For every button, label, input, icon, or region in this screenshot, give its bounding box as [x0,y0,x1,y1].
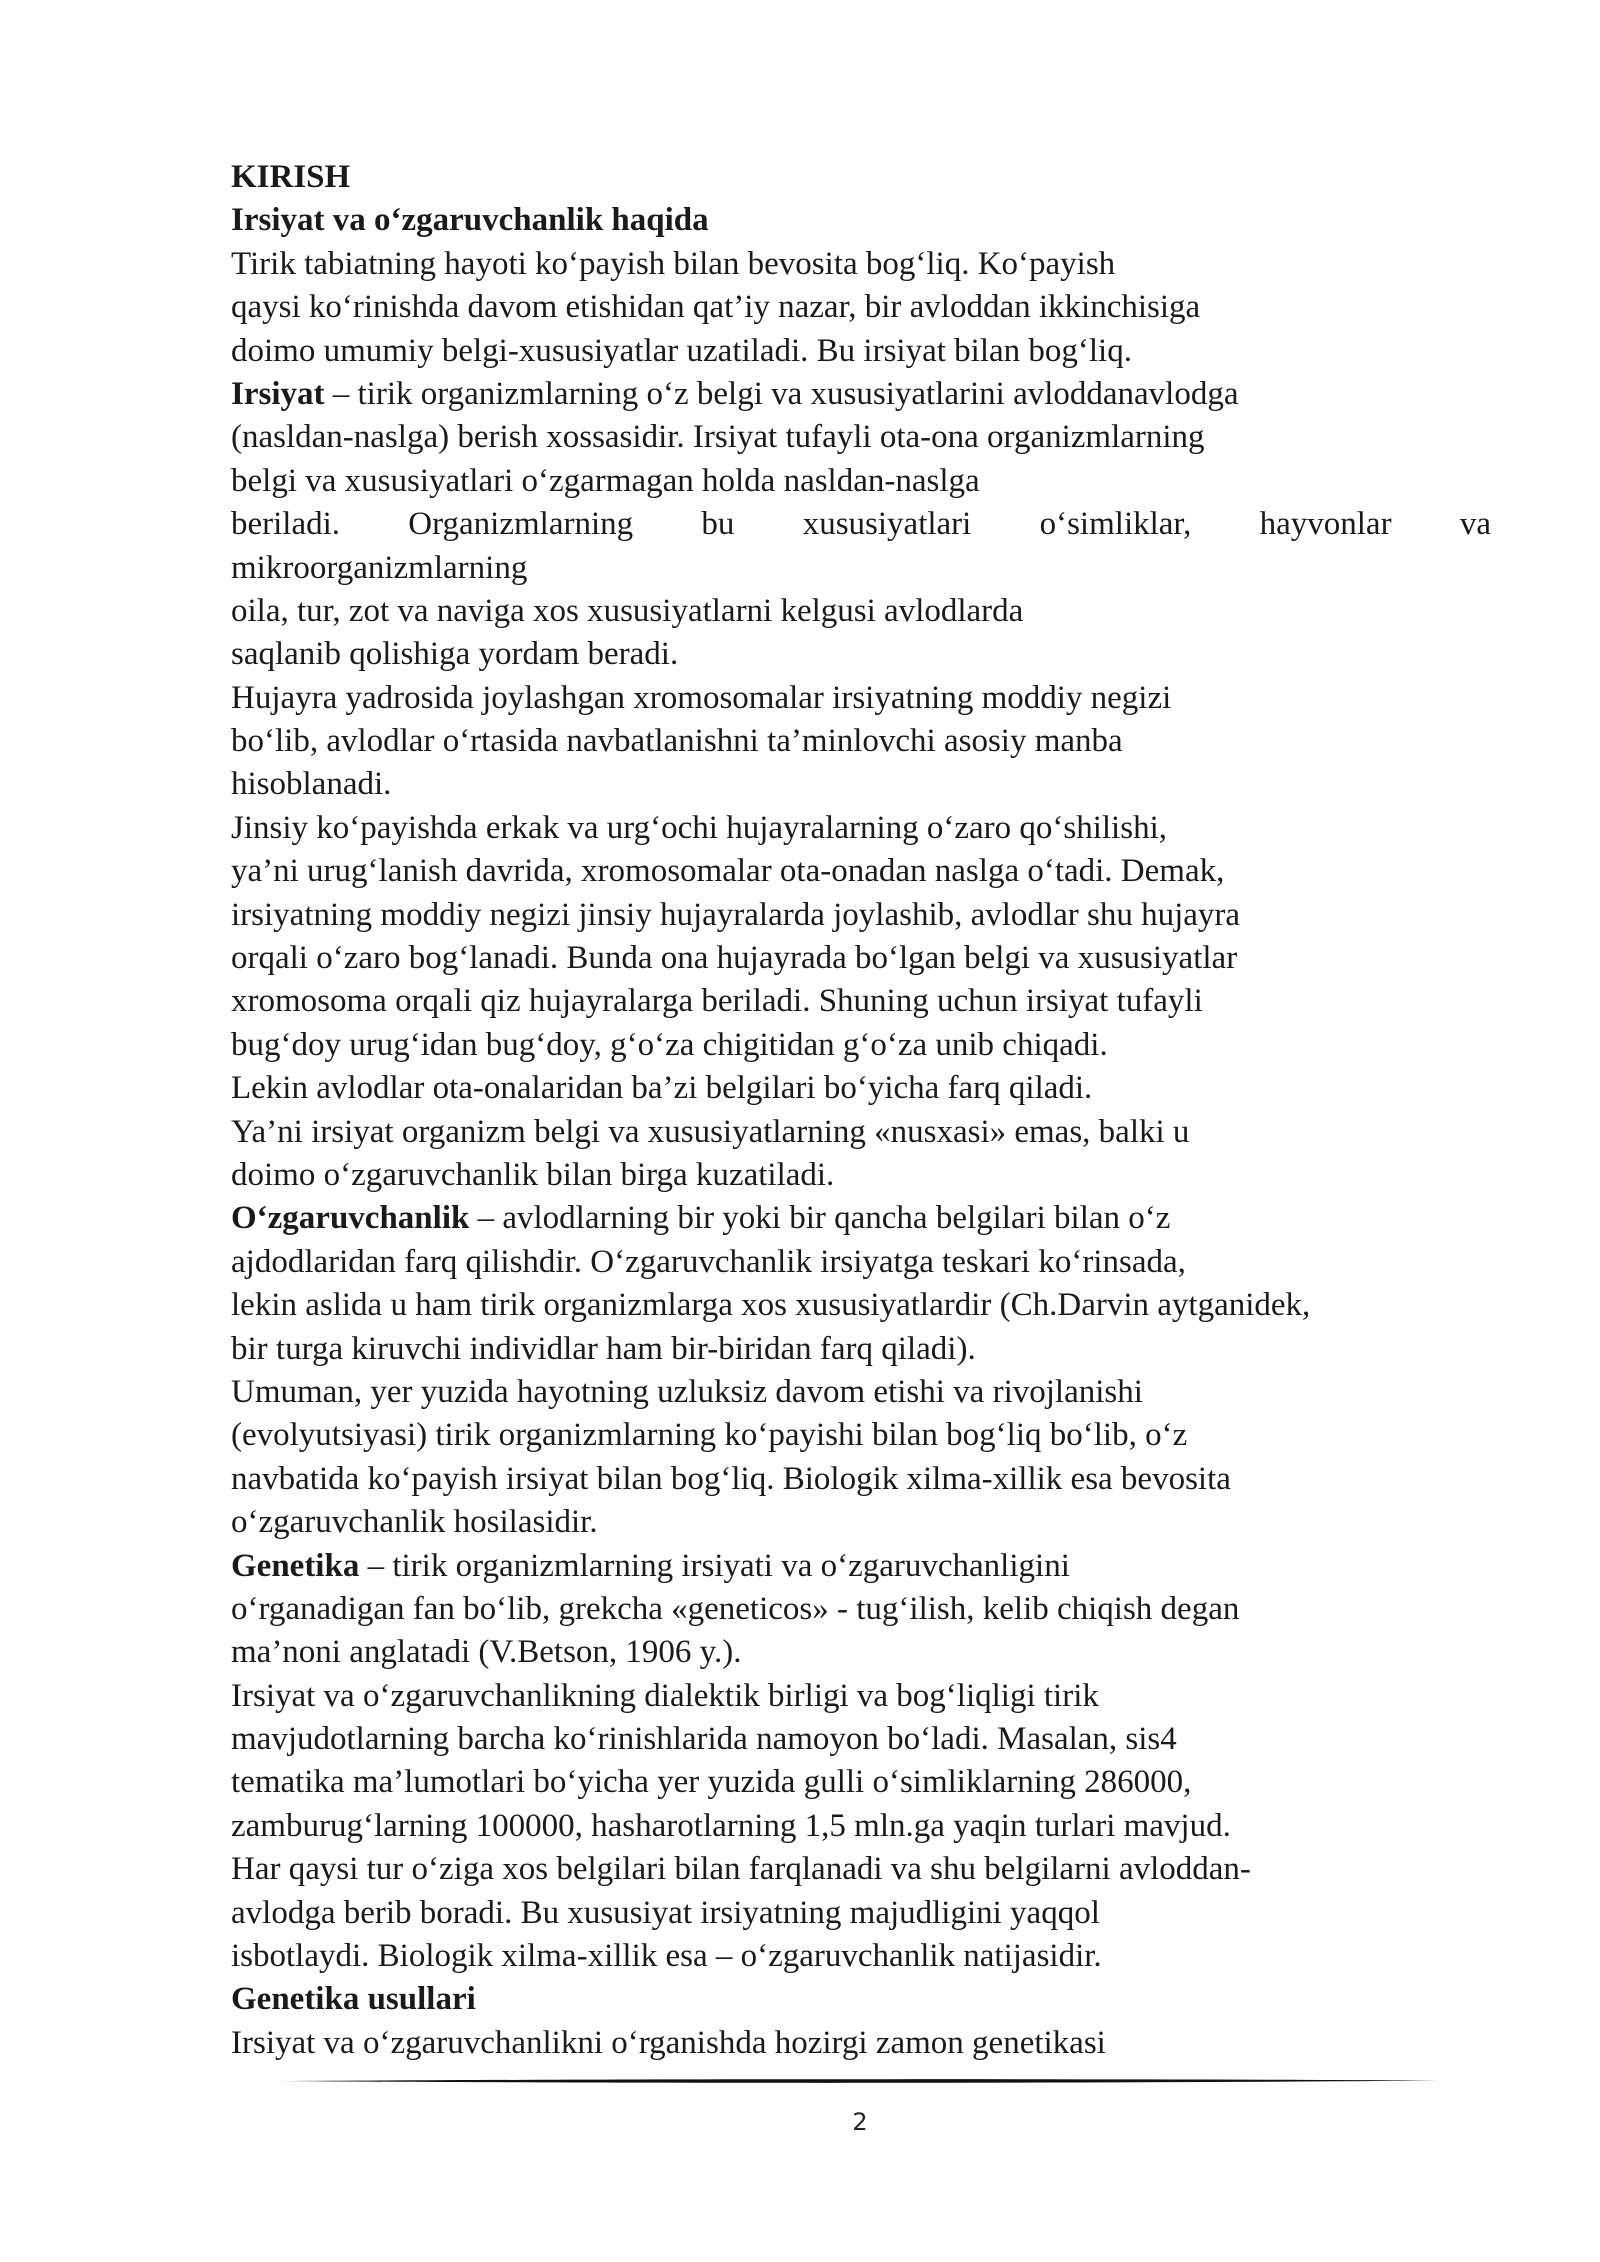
line-text: oila, tur, zot va naviga xos xususiyatlarni kelgusi avlodlarda [231,592,1024,629]
text-line [231,720,1491,763]
section-subheading: Irsiyat va o‘zgaruvchanlik haqida [231,202,709,239]
text-line [231,1631,1491,1674]
line-text: ajdodlaridan farq qilishdir. O‘zgaruvchanlik irsiyatga teskari ko‘rinsada, [231,1243,1186,1280]
line-text: – tirik organizmlarning o‘z belgi va xususiyatlarini avloddanavlodga [324,375,1239,412]
text-line [231,243,1491,286]
text-line [231,503,1491,546]
text-line [231,1892,1491,1935]
line-text: zamburug‘larning 100000, hasharotlarning 1,5 mln.ga yaqin turlari mavjud. [231,1807,1231,1844]
text-line [231,1154,1491,1197]
line-text: lekin aslida u ham tirik organizmlarga xos xususiyatlardir (Ch.Darvin aytganidek, [231,1287,1311,1324]
term-bold: Genetika [231,1547,360,1584]
text-line [231,1241,1491,1284]
line-text: isbotlaydi. Biologik xilma-xillik esa – o‘zgaruvchanlik natijasidir. [231,1938,1102,1975]
text-line [231,677,1491,720]
text-line [231,1458,1491,1501]
text-line [231,416,1491,459]
text-line [231,1197,1491,1240]
line-text: irsiyatning moddiy negizi jinsiy hujayralarda joylashib, avlodlar shu hujayra [231,896,1241,933]
line-text: Umuman, yer yuzida hayotning uzluksiz davom etishi va rivojlanishi [231,1373,1143,1410]
line-text: avlodga berib boradi. Bu xususiyat irsiyatning majudligini yaqqol [231,1894,1100,1931]
line-text: bir turga kiruvchi individlar ham bir-biridan farq qiladi). [231,1330,976,1367]
text-line [231,590,1491,633]
text-line [231,1935,1491,1978]
text-line [231,807,1491,850]
text-line [231,1805,1491,1848]
text-line [231,1545,1491,1588]
line-text: navbatida ko‘payish irsiyat bilan bog‘liq. Biologik xilma-xillik esa bevosita [231,1460,1231,1497]
text-line [231,330,1491,373]
line-text: mikroorganizmlarning [231,549,528,586]
text-line [231,1718,1491,1761]
line-text: mavjudotlarning barcha ko‘rinishlarida namoyon bo‘ladi. Masalan, sis4 [231,1721,1177,1758]
line-text: o‘zgaruvchanlik hosilasidir. [231,1504,598,1541]
term-bold: Irsiyat [231,375,325,412]
text-line [231,460,1491,503]
text-line [231,1328,1491,1371]
line-text: orqali o‘zaro bog‘lanadi. Bunda ona hujayrada bo‘lgan belgi va xususiyatlar [231,940,1238,977]
text-line [231,1284,1491,1327]
text-line [231,763,1491,806]
line-text: doimo o‘zgaruvchanlik bilan birga kuzatiladi. [231,1156,835,1193]
line-text: Tirik tabiatning hayoti ko‘payish bilan bevosita bog‘liq. Ko‘payish [231,245,1116,282]
line-text: (nasldan-naslga) berish xossasidir. Irsiyat tufayli ota-ona organizmlarning [231,419,1205,456]
line-text: – tirik organizmlarning irsiyati va o‘zgaruvchanligini [359,1547,1070,1584]
line-text: ma’noni anglatadi (V.Betson, 1906 y.). [231,1634,742,1671]
line-text: Irsiyat va o‘zgaruvchanlikni o‘rganishda hozirgi zamon genetikasi [231,2024,1106,2061]
term-bold: O‘zgaruvchanlik [231,1200,470,1237]
body-text [231,156,1491,2065]
text-line [231,980,1491,1023]
text-line [231,1414,1491,1457]
line-text: bug‘doy urug‘idan bug‘doy, g‘o‘za chigitidan g‘o‘za unib chiqadi. [231,1026,1108,1063]
text-line [231,1371,1491,1414]
text-line [231,894,1491,937]
text-line [231,1111,1491,1154]
section-heading: KIRISH [231,159,351,195]
line-text: bo‘lib, avlodlar o‘rtasida navbatlanishni ta’minlovchi asosiy manba [231,723,1123,760]
text-line [231,937,1491,980]
line-text: Ya’ni irsiyat organizm belgi va xususiyatlarning «nusxasi» emas, balki u [231,1113,1190,1150]
line-text: o‘rganadigan fan bo‘lib, grekcha «geneticos» - tug‘ilish, kelib chiqish degan [231,1590,1240,1627]
text-line [231,1848,1491,1891]
text-line [231,1588,1491,1631]
footer-rule [280,2076,1440,2086]
text-line [231,1501,1491,1544]
text-line [231,1024,1491,1067]
paragraph-lines [231,243,1491,2065]
line-text: Hujayra yadrosida joylashgan xromosomalar irsiyatning moddiy negizi [231,679,1172,716]
line-text: saqlanib qolishiga yordam beradi. [231,636,679,673]
line-text: ya’ni urug‘lanish davrida, xromosomalar ota-onadan naslga o‘tadi. Demak, [231,853,1225,890]
line-text: hisoblanadi. [231,766,392,803]
text-line [231,850,1491,893]
section-subheading [231,1978,1491,2021]
line-text: xromosoma orqali qiz hujayralarga beriladi. Shuning uchun irsiyat tufayli [231,983,1203,1020]
line-text: Lekin avlodlar ota-onalaridan ba’zi belgilari bo‘yicha farq qiladi. [231,1070,1093,1107]
line-text: Jinsiy ko‘payishda erkak va urg‘ochi hujayralarning o‘zaro qo‘shilishi, [231,809,1167,846]
text-line [231,547,1491,590]
line-text: qaysi ko‘rinishda davom etishidan qat’iy nazar, bir avloddan ikkinchisiga [231,289,1201,326]
page-number: 2 [852,2108,868,2136]
text-line [231,2022,1491,2065]
line-text: – avlodlarning bir yoki bir qancha belgilari bilan o‘z [469,1200,1171,1237]
line-text: beriladi. Organizmlarning bu xususiyatlari o‘simliklar, hayvonlar va [231,506,1491,543]
text-line [231,1675,1491,1718]
line-text: (evolyutsiyasi) tirik organizmlarning ko‘payishi bilan bog‘liq bo‘lib, o‘z [231,1417,1188,1454]
line-text: tematika ma’lumotlari bo‘yicha yer yuzida gulli o‘simliklarning 286000, [231,1764,1192,1801]
text-line [231,373,1491,416]
line-text: doimo umumiy belgi-xususiyatlar uzatiladi. Bu irsiyat bilan bog‘liq. [231,332,1132,369]
line-text: belgi va xususiyatlari o‘zgarmagan holda nasldan-naslga [231,462,980,499]
text-line [231,633,1491,676]
heading-text: Genetika usullari [231,1981,476,2018]
text-line [231,1067,1491,1110]
line-text: Har qaysi tur o‘ziga xos belgilari bilan farqlanadi va shu belgilarni avloddan- [231,1851,1251,1888]
text-line [231,286,1491,329]
text-line [231,1761,1491,1804]
line-text: Irsiyat va o‘zgaruvchanlikning dialektik birligi va bog‘liqligi tirik [231,1677,1099,1714]
